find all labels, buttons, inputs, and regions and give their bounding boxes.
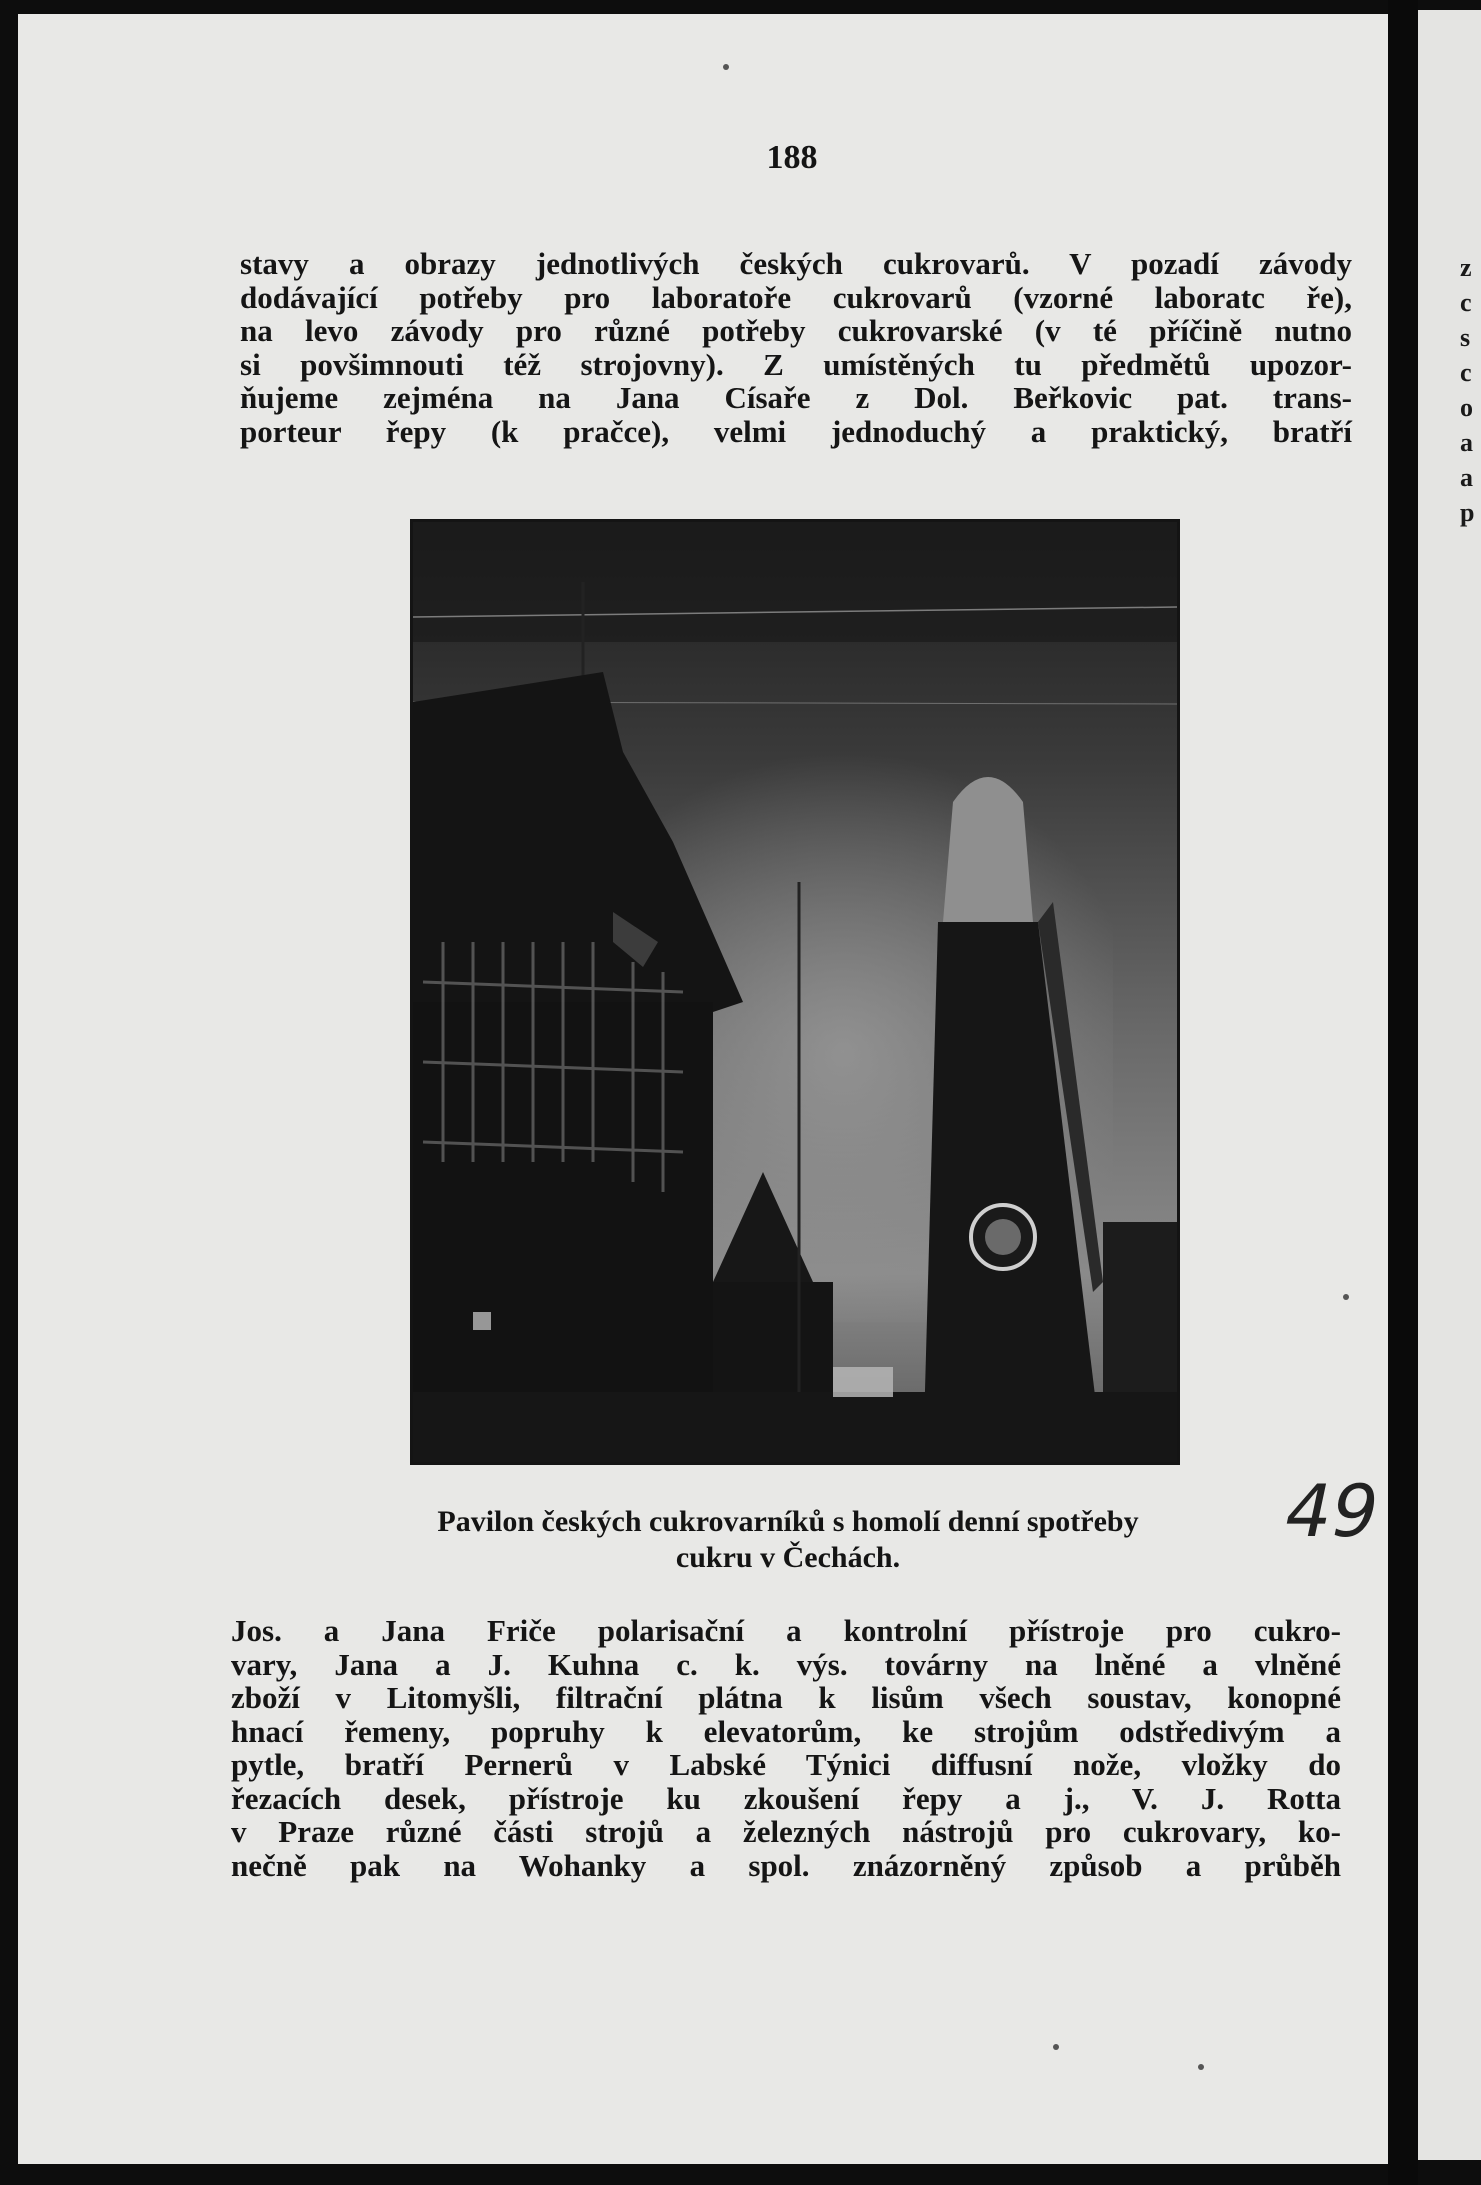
page-number: 188 <box>766 139 818 176</box>
next-page-fragment: z <box>1460 253 1472 282</box>
text-line: dodávající potřeby pro laboratoře cukrovarů (vzorné laboratc ře), <box>240 279 1352 315</box>
photo-caption <box>318 1504 1258 1576</box>
text-line: nečně pak na Wohanky a spol. znázorněný způsob a průběh <box>231 1847 1341 1883</box>
paragraph-bottom <box>231 1614 1341 1882</box>
paper-speck <box>1053 2044 1059 2050</box>
paper-speck <box>1198 2064 1204 2070</box>
caption-line: Pavilon českých cukrovarníků s homolí denní spotřeby <box>437 1505 1139 1538</box>
photo-illustration <box>413 522 1177 1462</box>
text-line: pytle, bratří Pernerů v Labské Týnici diffusní nože, vložky do <box>231 1747 1341 1782</box>
next-page-fragment: c <box>1460 288 1472 317</box>
text-line: hnací řemeny, popruhy k elevatorům, ke strojům odstředivým a <box>231 1713 1341 1749</box>
paragraph-top <box>240 247 1352 448</box>
handwritten-annotation: 49 <box>1277 1469 1387 1553</box>
pavilion-photograph <box>410 519 1180 1465</box>
next-page-edge <box>1418 10 1481 2160</box>
next-page-fragment: c <box>1460 358 1472 387</box>
text-line: ňujeme zejména na Jana Císaře z Dol. Beřkovic pat. trans- <box>240 380 1352 415</box>
text-line: stavy a obrazy jednotlivých českých cukrovarů. V pozadí závody <box>240 246 1352 281</box>
text-line: porteur řepy (k pračce), velmi jednoduchý a praktický, bratří <box>240 413 1352 449</box>
book-page <box>18 14 1388 2164</box>
paper-speck <box>1343 1294 1349 1300</box>
text-line: v Praze různé části strojů a železných nástrojů pro cukrovary, ko- <box>231 1814 1341 1849</box>
next-page-fragment: a <box>1460 428 1473 457</box>
page-gutter <box>1388 0 1418 2185</box>
text-line: na levo závody pro různé potřeby cukrovarské (v té příčině nutno <box>240 313 1352 348</box>
next-page-fragment: p <box>1460 498 1475 527</box>
paper-speck <box>723 64 729 70</box>
text-line: vary, Jana a J. Kuhna c. k. výs. továrny na lněné a vlněné <box>231 1646 1341 1682</box>
text-line: řezacích desek, přístroje ku zkoušení řepy a j., V. J. Rotta <box>231 1780 1341 1816</box>
text-line: si povšimnouti též strojovny). Z umístěných tu předmětů upozor- <box>240 346 1352 382</box>
next-page-fragment: o <box>1460 393 1473 422</box>
caption-line: cukru v Čechách. <box>675 1541 901 1574</box>
next-page-fragment: a <box>1460 463 1473 492</box>
text-line: zboží v Litomyšli, filtrační plátna k lisům všech soustav, konopné <box>231 1680 1341 1715</box>
text-line: Jos. a Jana Friče polarisační a kontrolní přístroje pro cukro- <box>231 1613 1341 1648</box>
next-page-fragment: s <box>1460 323 1471 352</box>
